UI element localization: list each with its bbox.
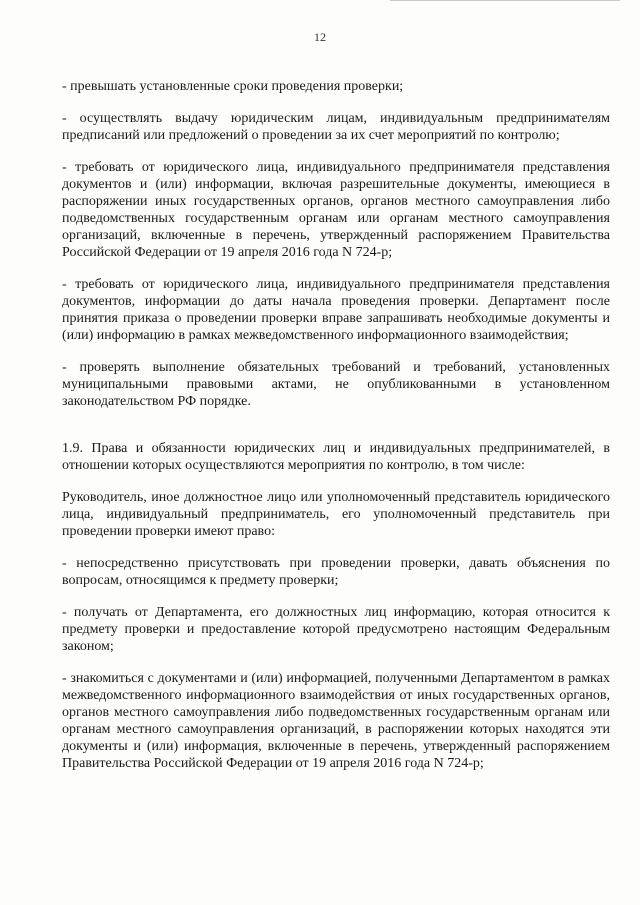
paragraph-right-receive-info: - получать от Департамента, его должностных лиц информацию, которая относится к предмету проверки и предоставление которой предусмотрено настоящим Федеральным законом; xyxy=(62,605,610,654)
paragraph-exceed-deadlines: - превышать установленные сроки проведения проверки; xyxy=(62,79,404,94)
section-heading-1-9: 1.9. Права и обязанности юридических лиц и индивидуальных предпринимателей, в отношении которых осуществляются мероприятия по контролю, в том числе: xyxy=(62,441,610,473)
page-number: 12 xyxy=(314,30,326,44)
paragraph-require-before-start: - требовать от юридического лица, индивидуального предпринимателя представления документов, информации до даты начала проведения проверки. Департамент после принятия приказа о проведении проверки вправе запрашивать необходимые документы и (или) информацию в рамках межведомственного информационного взаимодействия; xyxy=(62,277,610,343)
document-body xyxy=(62,78,610,787)
paragraph-require-documents: - требовать от юридического лица, индивидуального предпринимателя представления документов и (или) информации, включая разрешительные документы, имеющиеся в распоряжении иных государственных органов, органов местного самоуправления либо подведомственных государственным органам или органам местного самоуправления организаций, включенные в перечень, утвержденный распоряжением Правительства Российской Федерации от 19 апреля 2016 года N 724-р; xyxy=(62,160,610,260)
paragraph-issue-orders: - осуществлять выдачу юридическим лицам, индивидуальным предпринимателям предписаний или предложений о проведении за их счет мероприятий по контролю; xyxy=(62,111,610,143)
paragraph-right-review-documents: - знакомиться с документами и (или) информацией, полученными Департаментом в рамках межведомственного информационного взаимодействия от иных государственных органов, органов местного самоуправления либо подведомственных государственным органам или органам местного самоуправления организаций, в распоряжении которых находятся эти документы и (или) информация, включенные в перечень, утвержденный распоряжением Правительства Российской Федерации от 19 апреля 2016 года N 724-р; xyxy=(62,671,610,771)
paragraph-check-unpublished-requirements: - проверять выполнение обязательных требований и требований, установленных муниципальными правовыми актами, не опубликованными в установленном законодательством РФ порядке. xyxy=(62,360,610,409)
paragraph-right-attend: - непосредственно присутствовать при проведении проверки, давать объяснения по вопросам, относящимся к предмету проверки; xyxy=(62,556,610,588)
scan-edge-line xyxy=(390,0,620,1)
paragraph-representative-rights: Руководитель, иное должностное лицо или уполномоченный представитель юридического лица, индивидуальный предприниматель, его уполномоченный представитель при проведении проверки имеют право: xyxy=(62,490,610,539)
